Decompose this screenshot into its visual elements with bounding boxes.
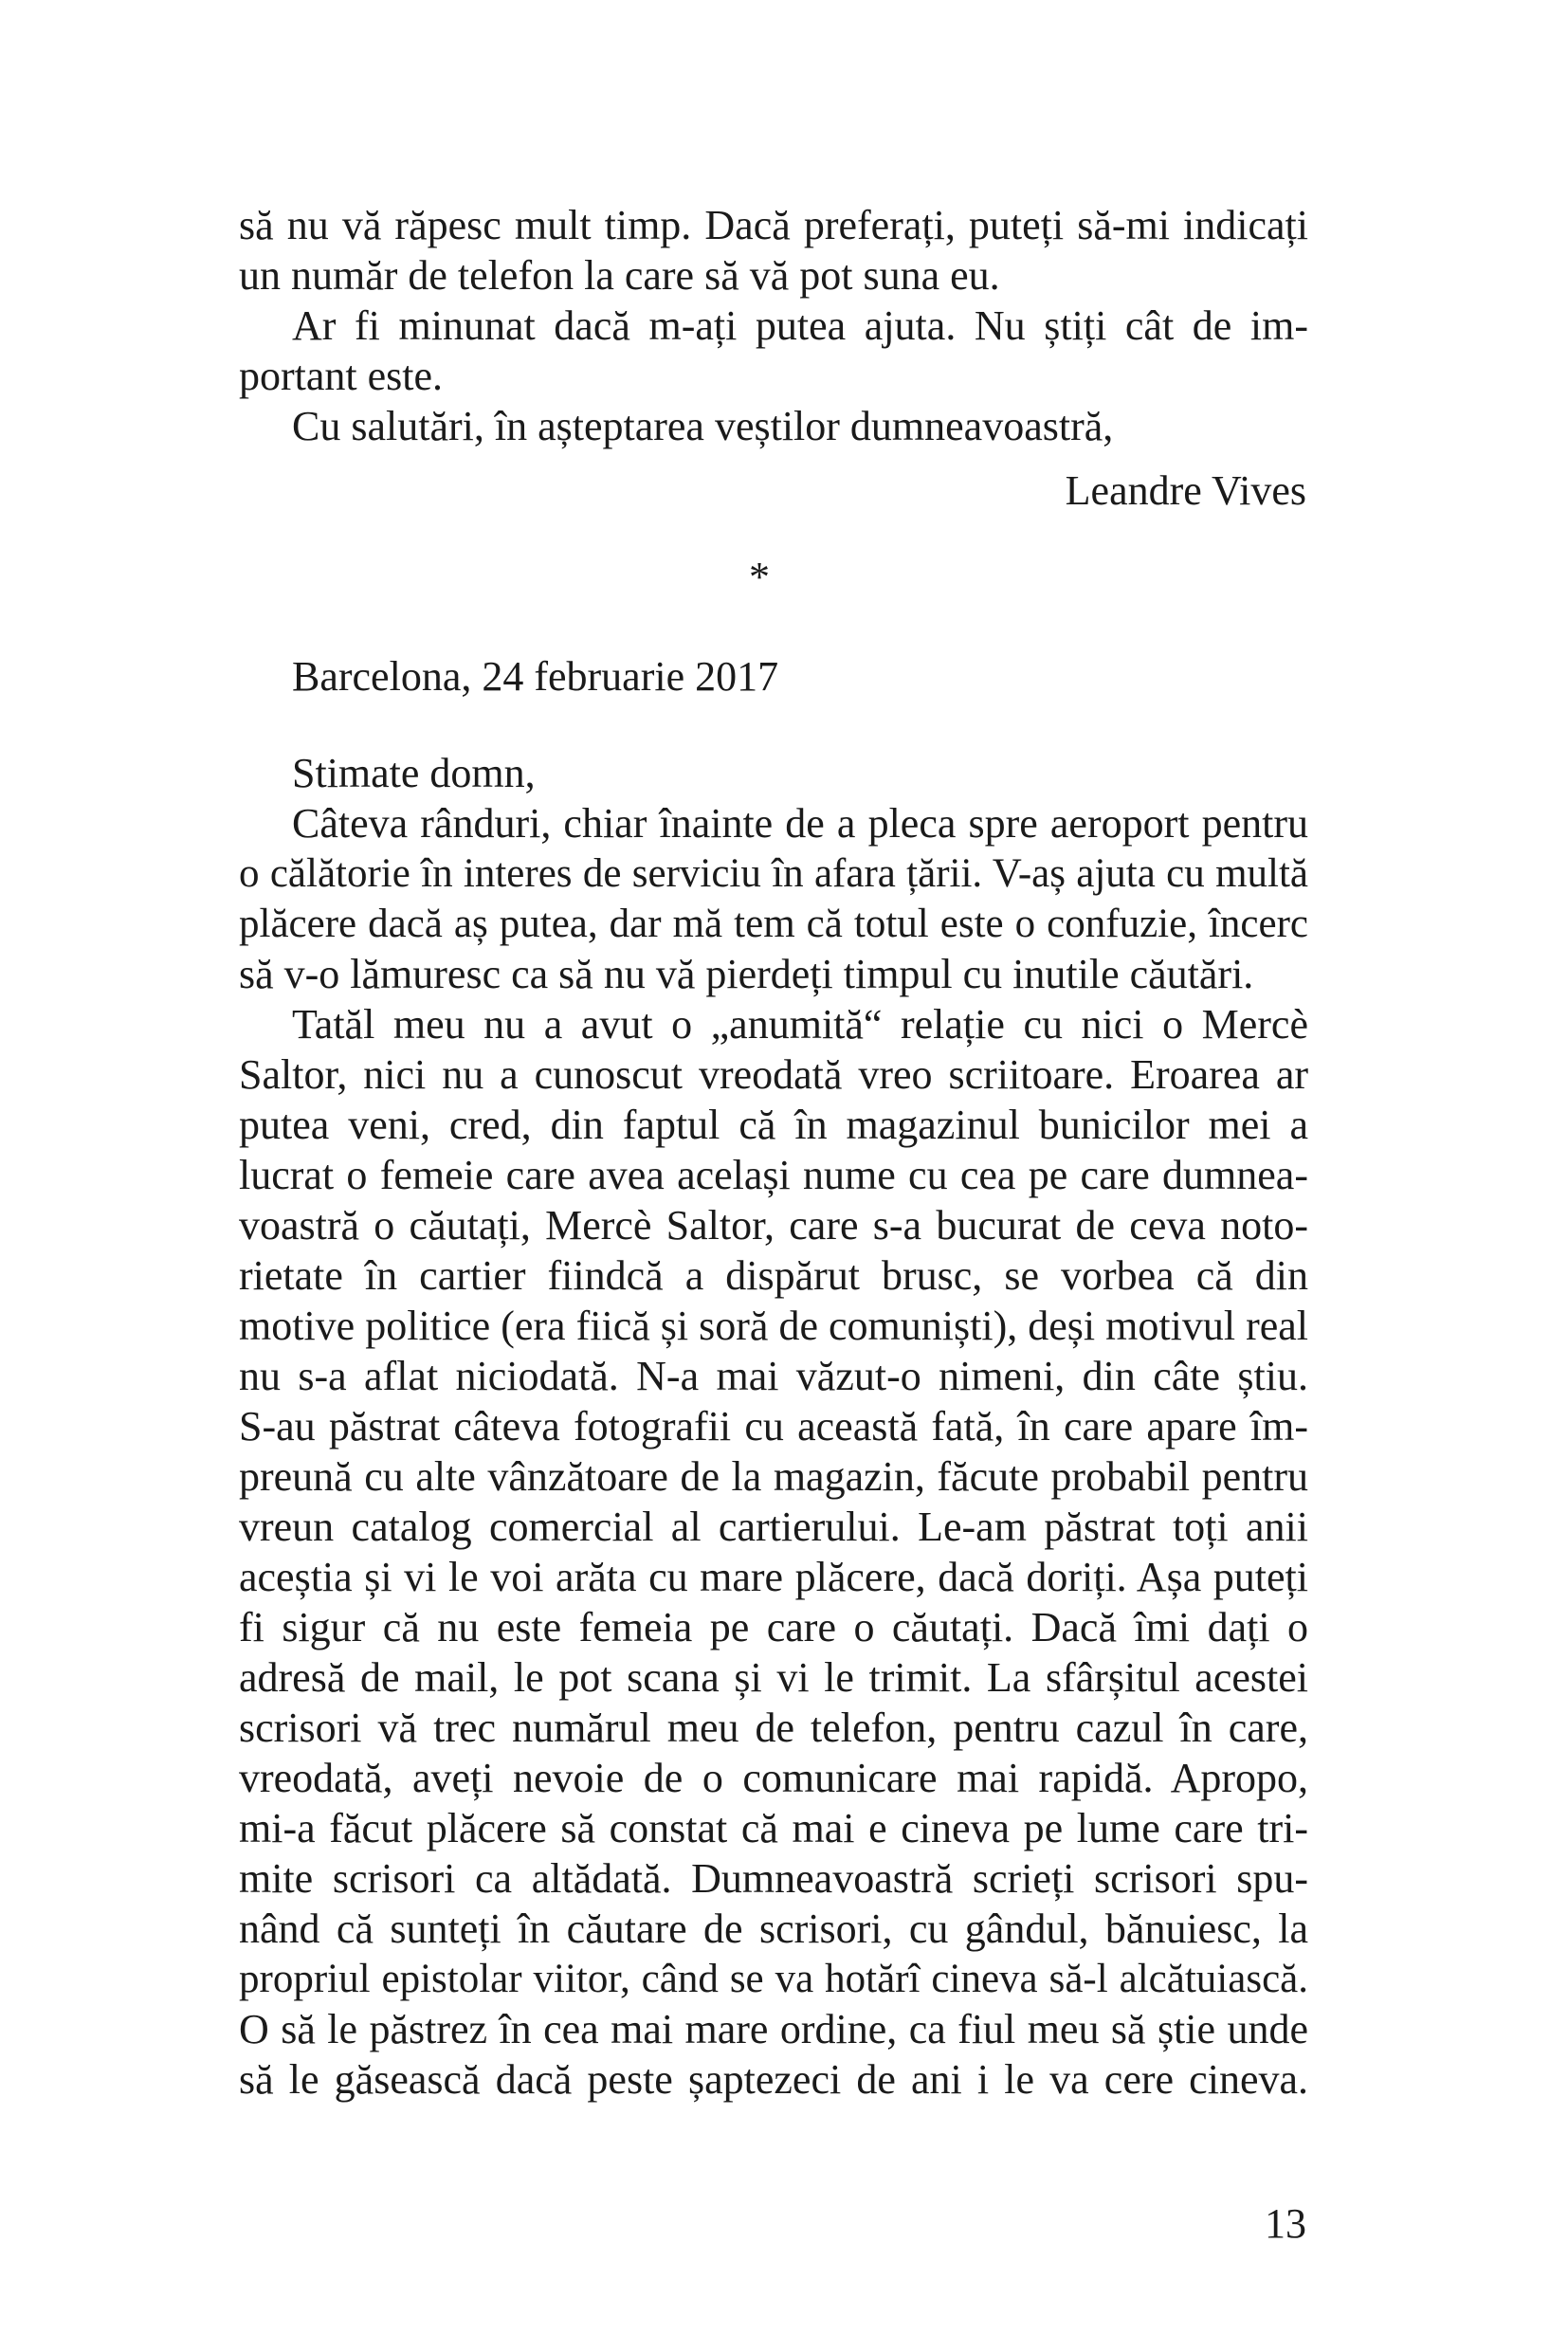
text-line: mi-a făcut plăcere să constat că mai e cineva pe lume care tri- <box>239 1805 1308 1851</box>
section-separator: * <box>749 554 770 600</box>
text-line: Ar fi minunat dacă m-ați putea ajuta. Nu știți cât de im- <box>292 302 1308 349</box>
text-line: să v-o lămuresc ca să nu vă pierdeți timpul cu inutile căutări. <box>239 951 1254 997</box>
text-line: vreodată, aveți nevoie de o comunicare mai rapidă. Apropo, <box>239 1755 1308 1801</box>
text-line: mite scrisori ca altădată. Dumneavoastră scrieți scrisori spu- <box>239 1855 1308 1902</box>
text-line: să nu vă răpesc mult timp. Dacă preferați, puteți să-mi indicați <box>239 202 1308 248</box>
text-line: motive politice (era fiică și soră de comuniști), deși motivul real <box>239 1303 1308 1349</box>
text-line: să le găsească dacă peste șaptezeci de ani i le va cere cineva. <box>239 2056 1308 2103</box>
text-line: lucrat o femeie care avea același nume cu cea pe care dumnea- <box>239 1152 1308 1198</box>
page-number: 13 <box>1265 2200 1306 2247</box>
text-line: fi sigur că nu este femeia pe care o căutați. Dacă îmi dați o <box>239 1604 1308 1650</box>
text-line: Cu salutări, în așteptarea veștilor dumneavoastră, <box>292 403 1114 449</box>
text-line: portant este. <box>239 353 444 399</box>
text-line: propriul epistolar viitor, când se va hotărî cineva să-l alcătuiască. <box>239 1957 1308 2001</box>
text-line: aceștia și vi le voi arăta cu mare plăcere, dacă doriți. Așa puteți <box>239 1554 1308 1600</box>
text-line: Câteva rânduri, chiar înainte de a pleca spre aeroport pentru <box>292 800 1308 847</box>
text-line: Tatăl meu nu a avut o „anumită“ relație cu nici o Mercè <box>292 1001 1308 1048</box>
text-line: adresă de mail, le pot scana și vi le trimit. La sfârșitul acestei <box>239 1654 1308 1701</box>
text-line: preună cu alte vânzătoare de la magazin, făcute probabil pentru <box>239 1453 1308 1500</box>
text-line: vreun catalog comercial al cartierului. Le-am păstrat toți anii <box>239 1504 1308 1550</box>
text-line: plăcere dacă aș putea, dar mă tem că totul este o confuzie, încerc <box>239 902 1308 946</box>
text-line: voastră o căutați, Mercè Saltor, care s-a bucurat de ceva noto- <box>239 1202 1308 1249</box>
signature: Leandre Vives <box>1065 467 1306 514</box>
text-line: scrisori vă trec numărul meu de telefon, pentru cazul în care, <box>239 1705 1308 1751</box>
text-line: putea veni, cred, din faptul că în magazinul bunicilor mei a <box>239 1102 1308 1148</box>
text-line: Saltor, nici nu a cunoscut vreodată vreo scriitoare. Eroarea ar <box>239 1051 1308 1098</box>
text-line: un număr de telefon la care să vă pot suna eu. <box>239 252 1000 299</box>
date-line: Barcelona, 24 februarie 2017 <box>292 653 779 700</box>
text-line: o călătorie în interes de serviciu în afara țării. V-aș ajuta cu multă <box>239 851 1308 896</box>
text-line: O să le păstrez în cea mai mare ordine, ca fiul meu să știe unde <box>239 2006 1308 2052</box>
text-line: nând că sunteți în căutare de scrisori, cu gândul, bănuiesc, la <box>239 1905 1308 1952</box>
text-line: rietate în cartier fiindcă a dispărut brusc, se vorbea că din <box>239 1252 1308 1299</box>
text-line: nu s-a aflat niciodată. N-a mai văzut-o nimeni, din câte știu. <box>239 1353 1308 1399</box>
salutation: Stimate domn, <box>292 750 536 796</box>
text-line: S-au păstrat câteva fotografii cu această fată, în care apare îm- <box>239 1403 1308 1449</box>
